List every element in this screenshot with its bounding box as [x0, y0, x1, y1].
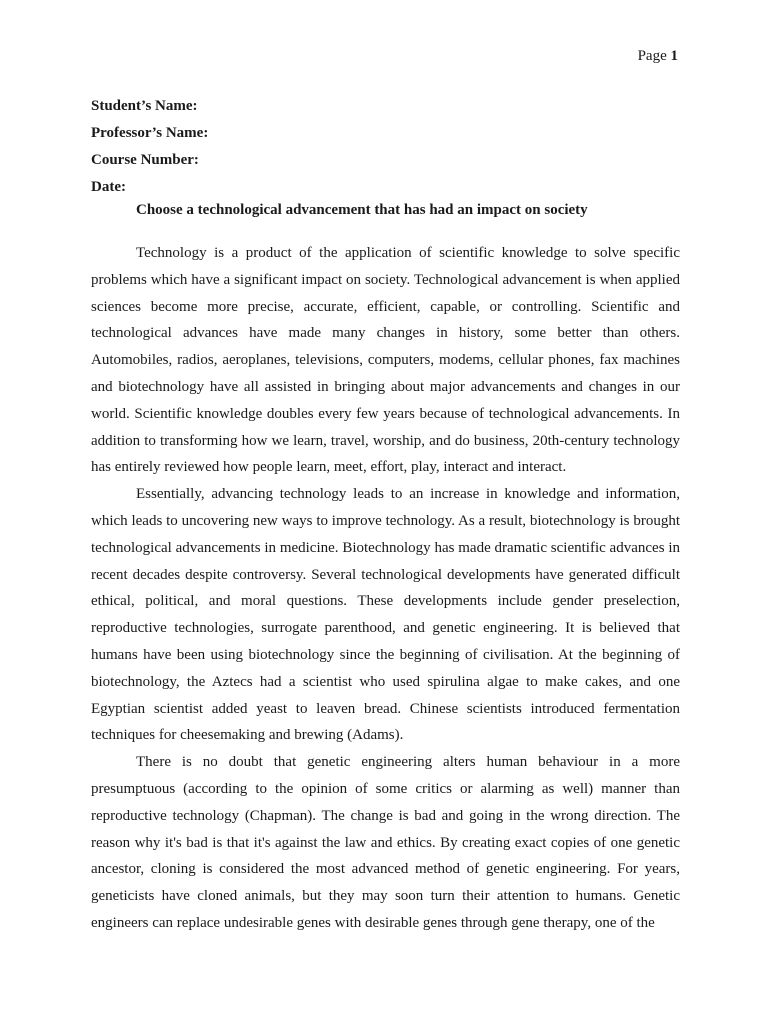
page-number-value: 1	[670, 48, 678, 64]
body-text	[91, 240, 680, 937]
paragraph: Essentially, advancing technology leads to an increase in knowledge and information, which leads to uncovering new ways to improve technology. As a result, biotechnology is brought technological advancements in medicine. Biotechnology has made dramatic scientific advances in recent decades despite controversy. Several technological developments have generated difficult ethical, political, and moral questions. These developments include gender preselection, reproductive technologies, surrogate parenthood, and genetic engineering. It is believed that humans have been using biotechnology since the beginning of civilisation. At the beginning of biotechnology, the Aztecs had a scientist who used spirulina algae to make cakes, and one Egyptian scientist added yeast to leaven bread. Chinese scientists introduced fermentation techniques for cheesemaking and brewing (Adams).	[91, 486, 680, 744]
paragraph: Technology is a product of the application of scientific knowledge to solve specific problems which have a significant impact on society. Technological advancement is when applied sciences become more precise, accurate, efficient, capable, or controlling. Scientific and technological advances have made many changes in history, some better than others. Automobiles, radios, aeroplanes, televisions, computers, modems, cellular phones, fax machines and biotechnology have all assisted in bringing about major advancements and changes in our world. Scientific knowledge doubles every few years because of technological advancements. In addition to transforming how we learn, travel, worship, and do business, 20th-century technology has entirely reviewed how people learn, meet, effort, play, interact and interact.	[91, 245, 680, 476]
professor-name-field: Professor’s Name:	[91, 125, 209, 141]
page-number-prefix: Page	[637, 48, 667, 64]
document-title: Choose a technological advancement that has had an impact on society	[136, 202, 588, 218]
header-fields	[91, 93, 681, 201]
date-field: Date:	[91, 179, 126, 195]
course-number-field: Course Number:	[91, 152, 199, 168]
student-name-field: Student’s Name:	[91, 98, 198, 114]
page-number	[638, 46, 678, 66]
paragraph: There is no doubt that genetic engineering alters human behaviour in a more presumptuous (according to the opinion of some critics or alarming as well) manner than reproductive technology (Chapman). The change is bad and going in the wrong direction. The reason why it's bad is that it's against the law and ethics. By creating exact copies of one genetic ancestor, cloning is considered the most advanced method of genetic engineering. For years, geneticists have cloned animals, but they may soon turn their attention to humans. Genetic engineers can replace undesirable genes with desirable genes through gene therapy, one of the	[91, 754, 680, 931]
